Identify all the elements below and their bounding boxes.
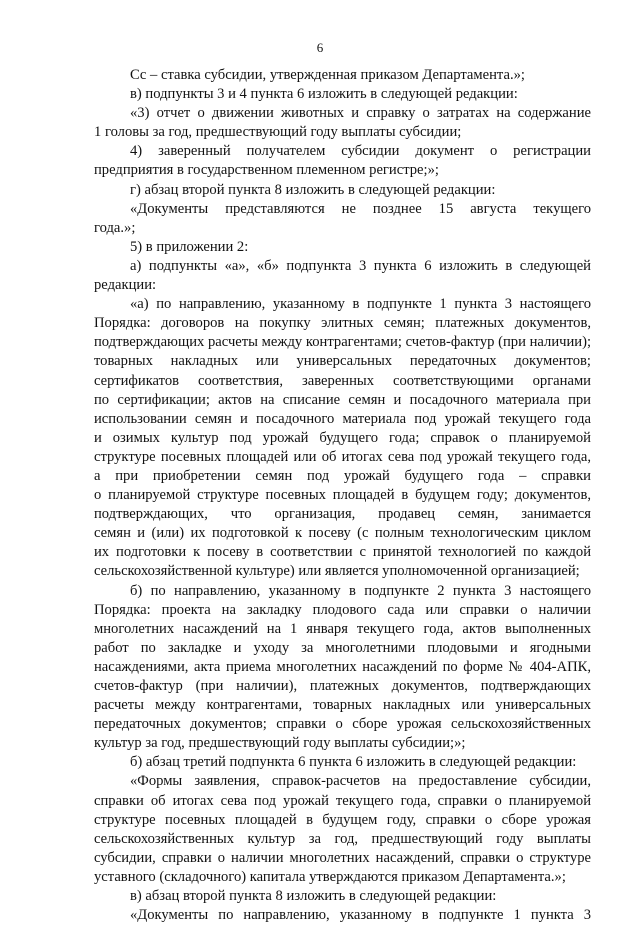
text-line: использовании семян и посадочного материала под урожай текущего года bbox=[94, 410, 591, 427]
text-line: б) абзац третий подпункта 6 пункта 6 изложить в следующей редакции: bbox=[130, 754, 577, 771]
text-line: справки об итогах сева под урожай текущего года, справки о планируемой bbox=[94, 792, 591, 809]
text-line: сертификатов соответствия, заверенных соответствующими органами bbox=[94, 372, 591, 389]
text-line: а) подпункты «а», «б» подпункта 3 пункта 6 изложить в следующей bbox=[130, 257, 591, 274]
text-line: подтверждающих, что организация, продавец семян, занимается bbox=[94, 506, 591, 523]
text-line: Порядка: проекта на закладку плодового сада или справки о наличии bbox=[94, 601, 591, 618]
text-line: б) по направлению, указанному в подпункте 2 пункта 3 настоящего bbox=[130, 582, 591, 599]
text-line: о планируемой структуре посевных площадей в будущем году; документов, bbox=[94, 487, 591, 504]
text-line: предприятия в государственном племенном регистре;»; bbox=[94, 162, 439, 179]
text-line: семян и (или) их подготовкой к посеву (с полным технологическим циклом bbox=[94, 525, 591, 542]
text-line: 4) заверенный получателем субсидии документ о регистрации bbox=[130, 143, 591, 160]
text-line: многолетних насаждений на 1 января текущего года, актов выполненных bbox=[94, 620, 591, 637]
text-line: в) подпункты 3 и 4 пункта 6 изложить в следующей редакции: bbox=[130, 86, 518, 103]
text-line: работ по закладке и уходу за многолетними плодовыми и ягодными bbox=[94, 639, 591, 656]
text-line: насаждениями, акта приема многолетних насаждений по форме № 404-АПК, bbox=[94, 658, 591, 675]
text-line: товарных накладных или универсальных передаточных документов; bbox=[94, 353, 591, 370]
text-line: «Формы заявления, справок-расчетов на предоставление субсидии, bbox=[130, 773, 591, 790]
text-line: структуре посевных площадей в будущем году, справки о сборе урожая bbox=[94, 811, 591, 828]
text-line: счетов-фактур (при наличии), платежных документов, подтверждающих bbox=[94, 678, 591, 694]
text-line: сельскохозяйственных культур за год, предшествующий году выплаты bbox=[94, 830, 591, 847]
text-line: передаточных документов; справки о сборе урожая сельскохозяйственных bbox=[94, 716, 591, 733]
text-line: уставного (складочного) капитала утверждаются приказом Департамента.»; bbox=[94, 868, 566, 885]
text-line: года.»; bbox=[94, 219, 136, 236]
text-line: редакции: bbox=[94, 277, 157, 294]
text-line: по сертификации; актов на списание семян и посадочного материала при bbox=[94, 391, 591, 408]
text-line: сельскохозяйственной культуре) или является уполномоченной организацией; bbox=[94, 563, 580, 580]
text-line: Сс – ставка субсидии, утвержденная приказом Департамента.»; bbox=[130, 67, 525, 83]
text-line: расчеты между контрагентами, товарных накладных или универсальных bbox=[94, 697, 591, 714]
text-line: 1 головы за год, предшествующий году выплаты субсидии; bbox=[94, 124, 462, 141]
text-line: «а) по направлению, указанному в подпункте 1 пункта 3 настоящего bbox=[130, 296, 591, 313]
text-line: «3) отчет о движении животных и справку о затратах на содержание bbox=[130, 105, 591, 122]
text-line: г) абзац второй пункта 8 изложить в следующей редакции: bbox=[130, 181, 496, 198]
text-line: их подготовки к посеву в соответствии с принятой технологией по каждой bbox=[94, 544, 591, 561]
text-line: субсидии, справки о наличии многолетних насаждений, справки о структуре bbox=[94, 849, 591, 866]
text-line: подтверждающих расчеты между контрагентами; счетов-фактур (при наличии); bbox=[94, 334, 591, 351]
text-line: а при приобретении семян под урожай будущего года – справки bbox=[94, 467, 591, 484]
page-number: 6 bbox=[316, 40, 324, 55]
text-line: «Документы по направлению, указанному в подпункте 1 пункта 3 bbox=[130, 907, 591, 924]
text-line: и озимых культур под урожай будущего года; справок о планируемой bbox=[94, 429, 591, 446]
text-line: культур за год, предшествующий году выплаты субсидии;»; bbox=[94, 735, 466, 752]
document-body bbox=[94, 66, 591, 925]
text-line: 5) в приложении 2: bbox=[130, 238, 249, 255]
text-line: структуре посевных площадей или об итогах сева под урожай текущего года, bbox=[94, 448, 591, 465]
text-line: в) абзац второй пункта 8 изложить в следующей редакции: bbox=[130, 888, 497, 905]
text-line: Порядка: договоров на покупку элитных семян; платежных документов, bbox=[94, 315, 591, 332]
text-line: «Документы представляются не позднее 15 августа текущего bbox=[130, 200, 591, 217]
